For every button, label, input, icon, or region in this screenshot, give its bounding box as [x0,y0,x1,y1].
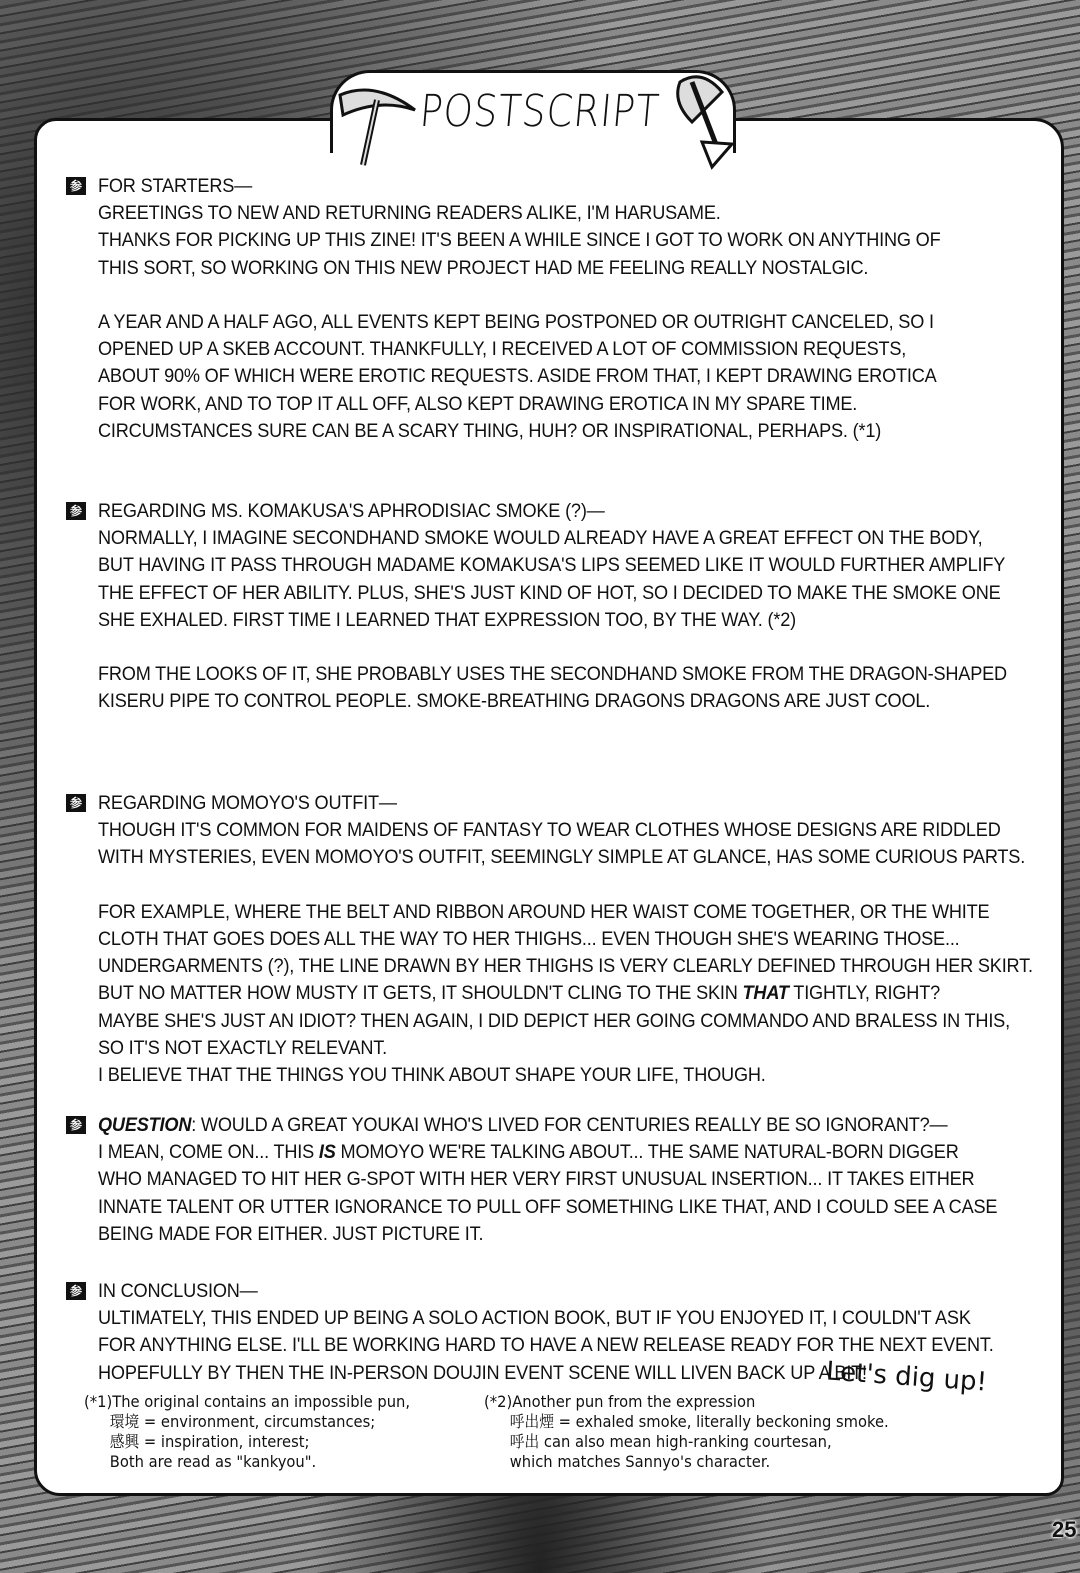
text-segment: MOMOYO WE'RE TALKING ABOUT... THE SAME NATURAL-BORN DIGGER [335,1141,959,1164]
section-bullet-icon: 参 [66,502,86,520]
footnote-1 [84,1392,410,1472]
text-line: KISERU PIPE TO CONTROL PEOPLE. SMOKE-BREATHING DRAGONS DRAGONS ARE JUST COOL. [98,690,931,713]
footnote-2 [484,1392,889,1472]
paragraph-break [98,282,1028,309]
text-line: INNATE TALENT OR UTTER IGNORANCE TO PULL OFF SOMETHING LIKE THAT, AND I COULD SEE A CASE [98,1195,998,1218]
footnote-line: (*2)Another pun from the expression [484,1392,756,1411]
footnote-line: (*1)The original contains an impossible pun, [84,1392,411,1411]
paragraph-break [98,634,1028,661]
section [69,498,1028,716]
page-title: POSTSCRIPT [417,86,662,137]
shovel-icon [672,72,742,172]
footnote-line: Both are read as "kankyou". [109,1452,317,1471]
pickaxe-icon [335,80,425,170]
footnote-line: which matches Sannyo's character. [509,1452,771,1471]
text-line: THIS SORT, SO WORKING ON THIS NEW PROJECT HAD ME FEELING REALLY NOSTALGIC. [98,256,869,279]
text-line: BEING MADE FOR EITHER. JUST PICTURE IT. [98,1222,484,1245]
section-bullet-icon: 参 [66,177,86,195]
text-line: FROM THE LOOKS OF IT, SHE PROBABLY USES THE SECONDHAND SMOKE FROM THE DRAGON-SHAPED [98,663,1007,686]
text-segment: : WOULD A GREAT YOUKAI WHO'S LIVED FOR CENTURIES REALLY BE SO IGNORANT?— [191,1114,948,1136]
text-line: ABOUT 90% OF WHICH WERE EROTIC REQUESTS. ASIDE FROM THAT, I KEPT DRAWING EROTICA [98,365,937,388]
text-line: THE EFFECT OF HER ABILITY. PLUS, SHE'S JUST KIND OF HOT, SO I DECIDED TO MAKE THE SMOKE ONE [98,581,1001,604]
section-heading [98,498,963,525]
text-line: SO IT'S NOT EXACTLY RELEVANT. [98,1036,387,1059]
section-heading [98,1112,963,1139]
section-bullet-icon: 参 [66,1282,86,1300]
text-line: WITH MYSTERIES, EVEN MOMOYO'S OUTFIT, SEEMINGLY SIMPLE AT GLANCE, HAS SOME CURIOUS PARTS. [98,846,1026,869]
text-line: UNDERGARMENTS (?), THE LINE DRAWN BY HER THIGHS IS VERY CLEARLY DEFINED THROUGH HER SKIRT. [98,955,1033,978]
footnote-line: 呼出 can also mean high-ranking courtesan, [509,1432,832,1451]
text-segment: QUESTION [98,1114,192,1136]
section-heading [98,790,963,817]
text-line [98,980,963,1007]
text-segment: I MEAN, COME ON... THIS [98,1141,319,1164]
text-segment: REGARDING MOMOYO'S OUTFIT— [98,792,397,814]
text-line: HOPEFULLY BY THEN THE IN-PERSON DOUJIN EVENT SCENE WILL LIVEN BACK UP A BIT! [98,1361,867,1384]
text-segment: FOR STARTERS— [98,175,253,197]
page-number: 25 [1052,1517,1077,1542]
text-line: GREETINGS TO NEW AND RETURNING READERS ALIKE, I'M HARUSAME. [98,202,721,225]
section [69,790,1033,1089]
text-line: THANKS FOR PICKING UP THIS ZINE! IT'S BEEN A WHILE SINCE I GOT TO WORK ON ANYTHING OF [98,229,941,252]
section-bullet-icon: 参 [66,794,86,812]
text-line: ULTIMATELY, THIS ENDED UP BEING A SOLO ACTION BOOK, BUT IF YOU ENJOYED IT, I COULDN'T ASK [98,1307,971,1330]
text-segment: TIGHTLY, RIGHT? [788,982,940,1005]
text-line: A YEAR AND A HALF AGO, ALL EVENTS KEPT BEING POSTPONED OR OUTRIGHT CANCELED, SO I [98,310,934,333]
text-line: OPENED UP A SKEB ACCOUNT. THANKFULLY, I RECEIVED A LOT OF COMMISSION REQUESTS, [98,338,907,361]
text-segment: IS [318,1141,336,1164]
text-segment: IN CONCLUSION— [98,1280,258,1302]
text-segment: THAT [742,982,789,1005]
text-line: MAYBE SHE'S JUST AN IDIOT? THEN AGAIN, I DID DEPICT HER GOING COMMANDO AND BRALESS IN THIS, [98,1009,1010,1032]
text-segment: BUT NO MATTER HOW MUSTY IT GETS, IT SHOULDN'T CLING TO THE SKIN [98,982,743,1005]
text-line: FOR ANYTHING ELSE. I'LL BE WORKING HARD TO HAVE A NEW RELEASE READY FOR THE NEXT EVENT. [98,1334,994,1357]
text-line: FOR EXAMPLE, WHERE THE BELT AND RIBBON AROUND HER WAIST COME TOGETHER, OR THE WHITE [98,900,990,923]
text-line: CIRCUMSTANCES SURE CAN BE A SCARY THING, HUH? OR INSPIRATIONAL, PERHAPS. (*1) [98,419,882,442]
text-line: CLOTH THAT GOES DOES ALL THE WAY TO HER THIGHS... EVEN THOUGH SHE'S WEARING THOSE... [98,927,960,950]
text-segment: REGARDING MS. KOMAKUSA'S APHRODISIAC SMOKE (?)— [98,500,605,522]
paragraph-break [98,872,1028,899]
text-line: THOUGH IT'S COMMON FOR MAIDENS OF FANTASY TO WEAR CLOTHES WHOSE DESIGNS ARE RIDDLED [98,819,1001,842]
signoff-text: Let's dig up! [825,1356,988,1398]
section-heading [98,173,963,200]
text-line: SHE EXHALED. FIRST TIME I LEARNED THAT EXPRESSION TOO, BY THE WAY. (*2) [98,608,796,631]
section-heading [98,1278,963,1305]
section-bullet-icon: 参 [66,1116,86,1134]
text-line: NORMALLY, I IMAGINE SECONDHAND SMOKE WOULD ALREADY HAVE A GREAT EFFECT ON THE BODY, [98,527,983,550]
footnote-line: 環境 = environment, circumstances; [109,1412,376,1431]
footnote-line: 呼出煙 = exhaled smoke, literally beckoning smoke. [509,1412,889,1431]
text-line [98,1139,963,1166]
section [69,1112,1028,1248]
footnote-line: 感興 = inspiration, interest; [109,1432,310,1451]
section [69,173,1028,445]
text-line: I BELIEVE THAT THE THINGS YOU THINK ABOUT SHAPE YOUR LIFE, THOUGH. [98,1063,766,1086]
text-line: FOR WORK, AND TO TOP IT ALL OFF, ALSO KEPT DRAWING EROTICA IN MY SPARE TIME. [98,392,858,415]
text-line: WHO MANAGED TO HIT HER G-SPOT WITH HER VERY FIRST UNUSUAL INSERTION... IT TAKES EITHER [98,1168,975,1191]
text-line: BUT HAVING IT PASS THROUGH MADAME KOMAKUSA'S LIPS SEEMED LIKE IT WOULD FURTHER AMPLIFY [98,554,1006,577]
